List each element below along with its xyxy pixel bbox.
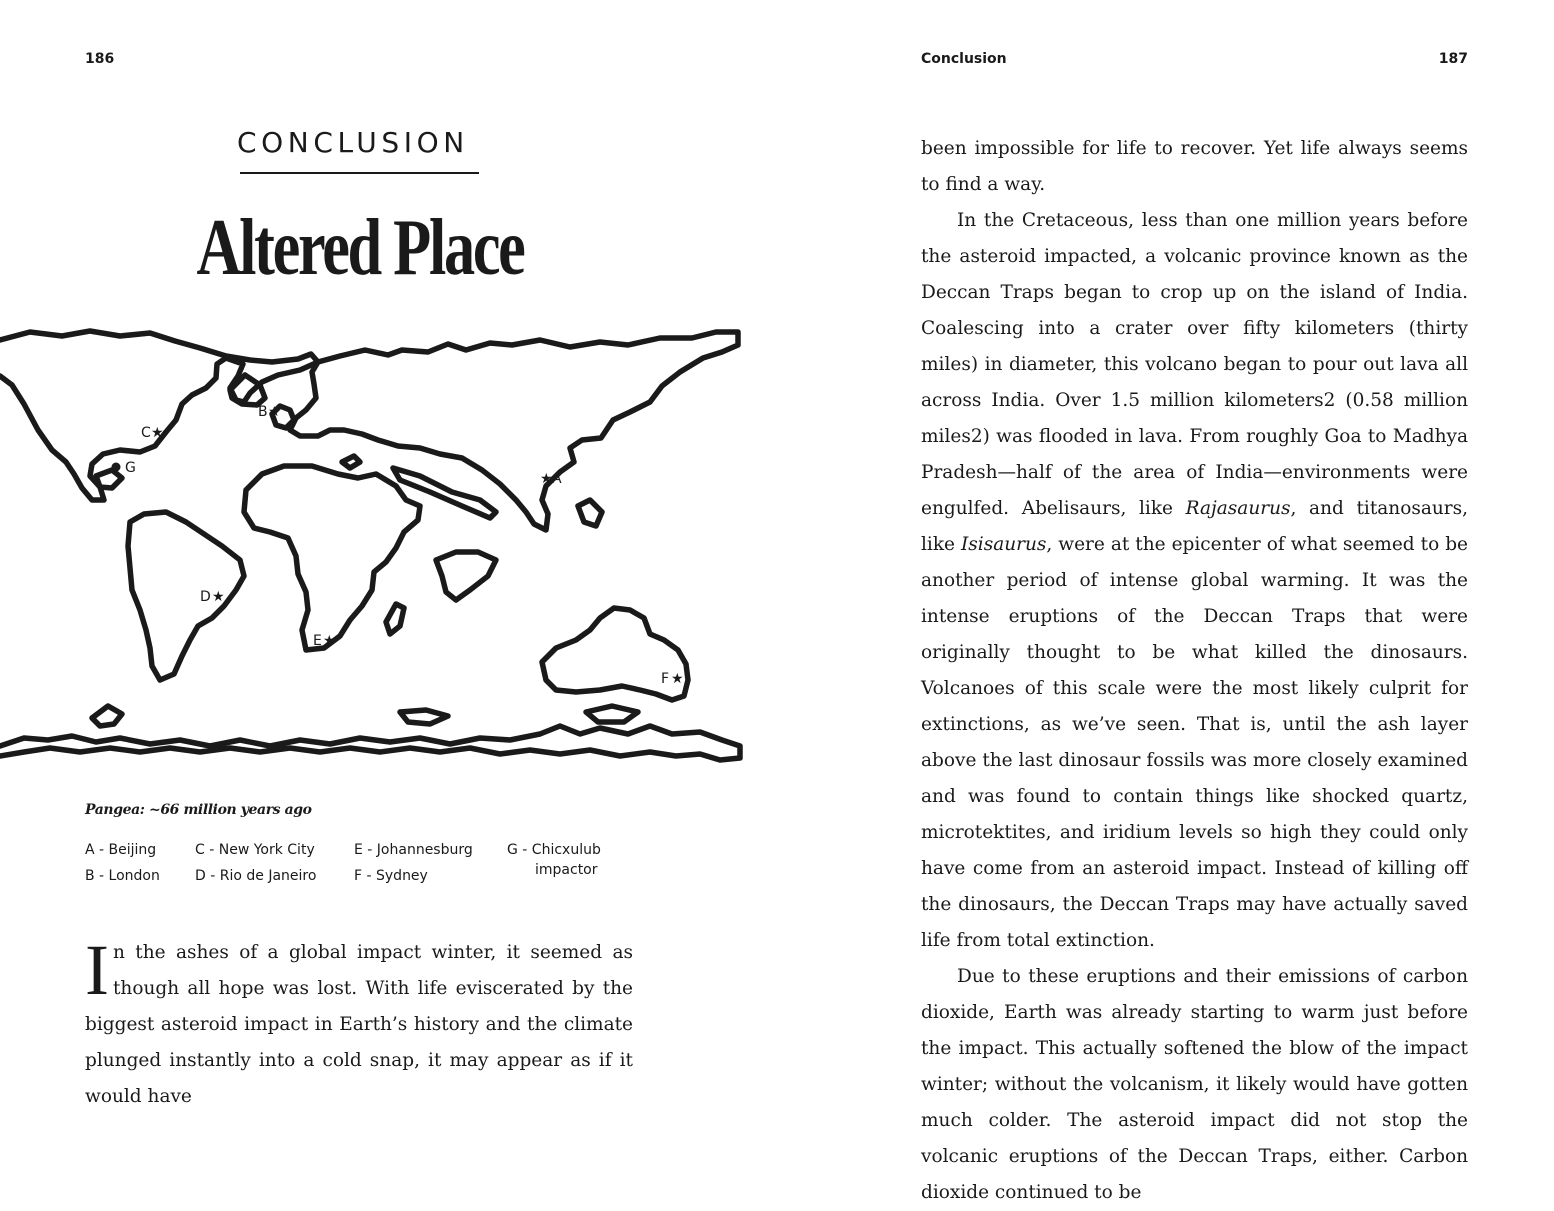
landmass-india: [393, 468, 496, 518]
landmass-indian-block: [436, 552, 496, 600]
svg-text:★: ★: [151, 425, 164, 441]
landmass-central-america: [96, 470, 122, 488]
landmass-east-islands: [578, 500, 602, 526]
page-number: 186: [85, 51, 115, 67]
svg-text:G: G: [125, 460, 136, 476]
intro-text: n the ashes of a global impact winter, it seemed as though all hope was lost. With life eviscerated by the biggest asteroid impact in Earth’s history and the climate plunged instantly into a cold snap, it may appear as if it would have: [85, 942, 633, 1107]
genus-isisaurus: Isisaurus: [960, 534, 1047, 555]
svg-text:E: E: [313, 633, 322, 649]
right-page: [777, 0, 1554, 1203]
svg-text:D: D: [200, 589, 211, 605]
legend-item-c: C - New York City: [195, 842, 315, 858]
svg-text:★: ★: [671, 671, 684, 687]
map-caption: Pangea: ~66 million years ago: [85, 802, 312, 818]
svg-text:★: ★: [323, 633, 336, 649]
page-number: 187: [1438, 51, 1468, 67]
paragraph-1: been impossible for life to recover. Yet life always seems to find a way.: [921, 138, 1468, 195]
landmass-antarctica: [0, 726, 740, 760]
legend-item-b: B - London: [85, 868, 160, 884]
legend-item-g: G - Chicxulub: [507, 842, 601, 858]
left-page: [0, 0, 777, 1200]
body-text: [921, 131, 1468, 1211]
landmass-africa: [244, 466, 420, 650]
legend-item-a: A - Beijing: [85, 842, 157, 858]
svg-text:★: ★: [212, 589, 225, 605]
legend-item-e: E - Johannesburg: [354, 842, 473, 858]
intro-paragraph: [85, 930, 633, 1115]
pangea-map: [0, 318, 745, 773]
chapter-title: Altered Place: [196, 204, 524, 292]
marker-c: [141, 425, 164, 441]
marker-f: [661, 671, 684, 687]
svg-text:B: B: [258, 404, 268, 420]
landmass-eurasia: [290, 332, 738, 530]
landmass-south-island-east: [586, 706, 638, 722]
landmass-south-america: [128, 512, 244, 680]
legend-item-g-continued: impactor: [535, 862, 598, 878]
marker-a: [540, 471, 562, 487]
paragraph-2: In the Cretaceous, less than one million years before the asteroid impacted, a volcanic province known as the Deccan Traps began to crop up on the island of India. Coalescing into a crater over fifty kilometers (thirty miles) in diameter, this volcano began to pour out lava all across India. Over 1.5 million kilometers2 (0.58 million miles2) was flooded in lava. From roughly Goa to Madhya Pradesh—half of the area of India—environments were engulfed. Abelisaurs, like Rajasaurus, and titanosaurs, like Isisaurus, were at the epicenter of what seemed to be another period of intense global warming. It was the intense eruptions of the Deccan Traps that were originally thought to be what killed the dinosaurs. Volcanoes of this scale were the most likely culprit for extinctions, as we’ve seen. That is, until the ash layer above the last dinosaur fossils was more closely examined and was found to contain things like shocked quartz, microtektites, and iridium levels so high they could only have come from an asteroid impact. Instead of killing off the dinosaurs, the Deccan Traps may have actually saved life from total extinction.: [921, 210, 1468, 951]
svg-text:A: A: [552, 471, 562, 487]
chapter-rule: [240, 172, 479, 174]
landmass-south-island-mid: [400, 710, 448, 724]
svg-text:C: C: [141, 425, 151, 441]
svg-text:★: ★: [540, 471, 553, 487]
svg-text:F: F: [661, 671, 670, 687]
landmass-south-island-west: [92, 706, 122, 726]
marker-d: [200, 589, 225, 605]
chapter-label: CONCLUSION: [237, 126, 469, 159]
running-head: Conclusion: [921, 51, 1007, 67]
paragraph-3: Due to these eruptions and their emissions of carbon dioxide, Earth was already starting to warm just before the impact. This actually softened the blow of the impact winter; without the volcanism, it likely would have gotten much colder. The asteroid impact did not stop the volcanic eruptions of the Deccan Traps, either. Carbon dioxide continued to be: [921, 966, 1468, 1203]
legend-item-f: F - Sydney: [354, 868, 428, 884]
marker-b: [258, 404, 281, 420]
legend-item-d: D - Rio de Janeiro: [195, 868, 317, 884]
svg-text:★: ★: [268, 404, 281, 420]
drop-cap: I: [85, 930, 109, 1010]
marker-e: [313, 633, 336, 649]
landmass-madagascar: [386, 604, 404, 634]
genus-rajasaurus: Rajasaurus: [1185, 498, 1291, 519]
landmass-mediterranean-island: [342, 456, 360, 468]
